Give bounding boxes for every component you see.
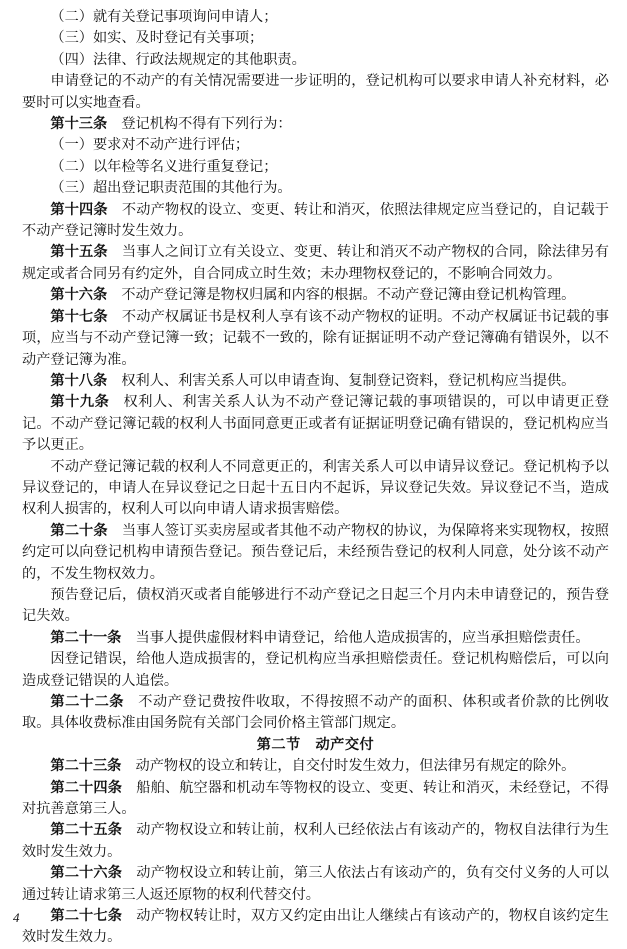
article-number: 第二十四条 <box>50 779 123 796</box>
article-number: 第十六条 <box>50 287 108 304</box>
article-number: 第十四条 <box>50 201 108 218</box>
article-number: 第十八条 <box>50 372 108 389</box>
article-paragraph <box>22 285 609 306</box>
body-paragraph: 不动产登记簿记载的权利人不同意更正的，利害关系人可以申请异议登记。登记机构予以异议登记的，申请人在异议登记之日起十五日内不起诉，异议登记失效。异议登记不当，造成权利人损害的，权利人可以向申请人请求损害赔偿。 <box>22 458 609 518</box>
article-text: 动产物权的设立和转让，自交付时发生效力，但法律另有规定的除外。 <box>135 758 576 775</box>
article-number: 第十五条 <box>50 244 108 261</box>
article-text: 当事人签订买卖房屋或者其他不动产物权的协议，为保障将来实现物权，按照约定可以向登记机构申请预告登记。预告登记后，未经预告登记的权利人同意，处分该不动产的，不发生物权效力。 <box>22 522 609 582</box>
article-text: 动产物权设立和转让前，权利人已经依法占有该动产的，物权自法律行为生效时发生效力。 <box>22 822 609 860</box>
article-paragraph <box>22 114 609 135</box>
article-text: 动产物权设立和转让前，第三人依法占有该动产的，负有交付义务的人可以通过转让请求第三人返还原物的权利代替交付。 <box>22 865 609 903</box>
article-paragraph <box>22 392 609 456</box>
article-number: 第十七条 <box>50 308 108 325</box>
article-number: 第十九条 <box>50 394 110 411</box>
article-text: 不动产登记簿是物权归属和内容的根据。不动产登记簿由登记机构管理。 <box>121 287 576 304</box>
article-number: 第二十五条 <box>50 822 123 839</box>
article-paragraph <box>22 628 609 649</box>
article-paragraph <box>22 692 609 735</box>
article-text: 登记机构不得有下列行为： <box>121 116 292 133</box>
body-paragraph: 预告登记后，债权消灭或者自能够进行不动产登记之日起三个月内未申请登记的，预告登记失效。 <box>22 586 609 625</box>
body-paragraph: （一）要求对不动产进行评估； <box>50 137 250 154</box>
article-paragraph <box>22 371 609 392</box>
article-paragraph <box>22 200 609 243</box>
article-paragraph <box>22 242 609 285</box>
article-number: 第二十条 <box>50 522 108 539</box>
article-text: 权利人、利害关系人可以申请查询、复制登记资料，登记机构应当提供。 <box>121 372 576 389</box>
body-paragraph: （三）如实、及时登记有关事项； <box>50 30 264 47</box>
article-number: 第二十一条 <box>50 629 122 646</box>
article-text: 权利人、利害关系人认为不动产登记簿记载的事项错误的，可以申请更正登记。不动产登记簿记载的权利人书面同意更正或者有证据证明登记确有错误的，登记机构应当予以更正。 <box>22 394 609 454</box>
body-paragraph: 因登记错误，给他人造成损害的，登记机构应当承担赔偿责任。登记机构赔偿后，可以向造成登记错误的人追偿。 <box>22 651 609 689</box>
article-text: 不动产物权的设立、变更、转让和消灭，依照法律规定应当登记的，自记载于不动产登记簿时发生效力。 <box>22 201 609 240</box>
body-paragraph: （二）就有关登记事项询问申请人； <box>50 9 278 25</box>
article-paragraph <box>22 756 609 777</box>
article-number: 第二十七条 <box>50 908 123 925</box>
body-paragraph: （四）法律、行政法规规定的其他职责。 <box>50 51 306 68</box>
article-number: 第二十三条 <box>50 758 122 775</box>
article-text: 不动产登记费按件收取，不得按照不动产的面积、体积或者价款的比例收取。具体收费标准由国务院有关部门会同价格主管部门规定。 <box>22 694 609 732</box>
article-text: 不动产权属证书是权利人享有该不动产物权的证明。不动产权属证书记载的事项，应当与不动产登记簿一致；记载不一致的，除有证据证明不动产登记簿确有错误外，以不动产登记簿为准。 <box>22 308 609 368</box>
article-paragraph <box>22 778 609 821</box>
article-text: 当事人之间订立有关设立、变更、转让和消灭不动产物权的合同，除法律另有规定或者合同另有约定外，自合同成立时生效；未办理物权登记的，不影响合同效力。 <box>22 244 609 282</box>
article-paragraph <box>22 863 609 906</box>
article-paragraph <box>22 906 609 949</box>
body-paragraph: （二）以年检等名义进行重复登记； <box>50 158 278 175</box>
article-paragraph <box>22 820 609 863</box>
section-heading: 第二节 动产交付 <box>256 736 375 753</box>
article-number: 第二十六条 <box>50 865 123 882</box>
article-number: 第二十二条 <box>50 694 125 710</box>
article-paragraph <box>22 307 609 371</box>
article-text: 当事人提供虚假材料申请登记，给他人造成损害的，应当承担赔偿责任。 <box>135 629 590 646</box>
body-paragraph: （三）超出登记职责范围的其他行为。 <box>50 180 292 197</box>
article-text: 船舶、航空器和机动车等物权的设立、变更、转让和消灭，未经登记，不得对抗善意第三人。 <box>22 779 609 818</box>
body-paragraph: 申请登记的不动产的有关情况需要进一步证明的，登记机构可以要求申请人补充材料，必要时可以实地查看。 <box>22 73 609 111</box>
article-number: 第十三条 <box>50 116 108 133</box>
article-text: 动产物权转让时，双方又约定由出让人继续占有该动产的，物权自该约定生效时发生效力。 <box>22 908 609 946</box>
page-number: 4 <box>13 910 20 925</box>
article-paragraph <box>22 521 609 585</box>
